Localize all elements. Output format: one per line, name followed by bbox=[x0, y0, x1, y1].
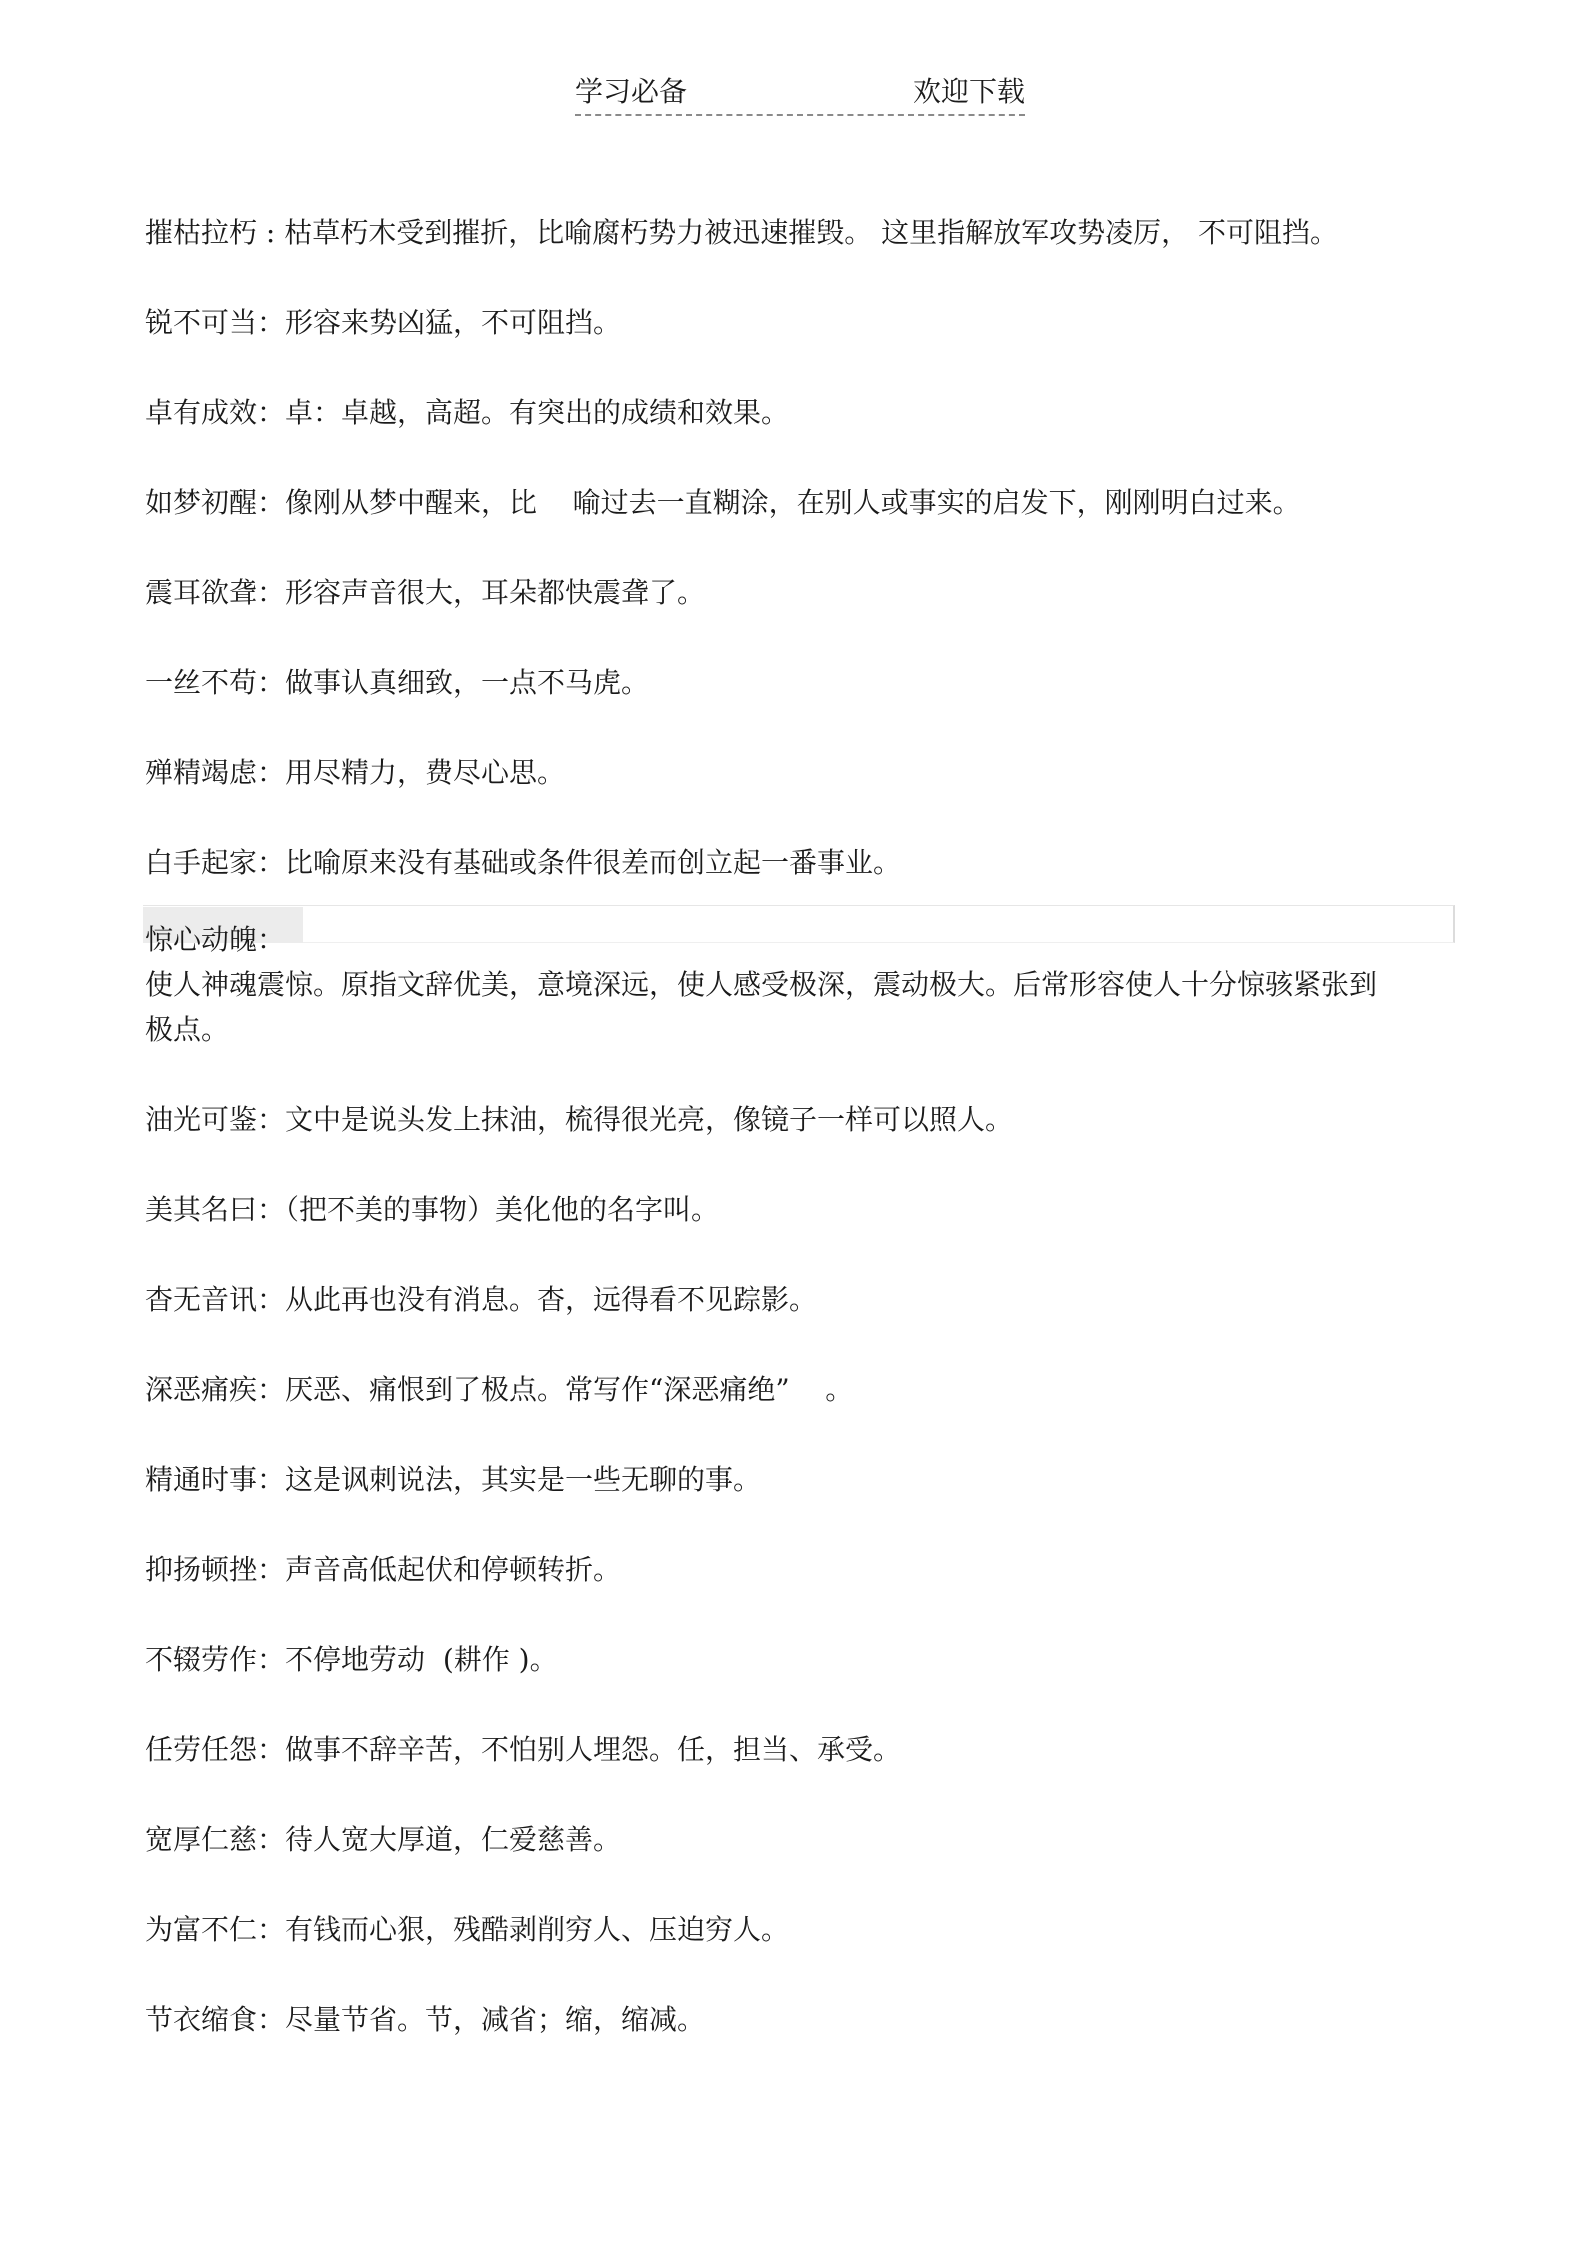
idiom-definition: 有钱而心狠，残酷剥削穷人、压迫穷人。 bbox=[285, 1913, 790, 1946]
idiom-definition: 声音高低起伏和停顿转折。 bbox=[285, 1553, 622, 1586]
list-item bbox=[145, 1367, 1475, 1412]
term-separator: ： bbox=[257, 1643, 286, 1676]
list-item bbox=[145, 840, 1475, 885]
term-separator: ： bbox=[257, 1103, 286, 1136]
term-separator: ： bbox=[257, 846, 286, 879]
term-separator: ： bbox=[257, 306, 286, 339]
term-separator: ： bbox=[257, 1553, 286, 1586]
idiom-definition: 不停地劳动 (耕作 )。 bbox=[285, 1643, 558, 1676]
idiom-term: 任劳任怨 bbox=[145, 1733, 258, 1766]
idiom-definition: 待人宽大厚道，仁爱慈善。 bbox=[285, 1823, 622, 1856]
list-item bbox=[145, 1817, 1475, 1862]
page-header bbox=[575, 70, 1025, 116]
idiom-term: 一丝不苟 bbox=[145, 666, 258, 699]
term-separator: ： bbox=[257, 396, 286, 429]
list-item bbox=[145, 1547, 1475, 1592]
idiom-definition: 用尽精力，费尽心思。 bbox=[285, 756, 566, 789]
idiom-definition: 文中是说头发上抹油，梳得很光亮，像镜子一样可以照人。 bbox=[285, 1103, 1014, 1136]
list-item bbox=[145, 750, 1475, 795]
list-item bbox=[145, 1277, 1475, 1322]
list-item bbox=[145, 660, 1475, 705]
idiom-term: 摧枯拉朽 bbox=[145, 216, 258, 249]
list-item bbox=[145, 1727, 1475, 1772]
list-item bbox=[145, 480, 1475, 525]
term-separator: ： bbox=[257, 2003, 286, 2036]
idiom-term-line bbox=[145, 905, 1475, 962]
term-separator: ： bbox=[257, 576, 286, 609]
term-separator: ： bbox=[257, 1373, 286, 1406]
term-separator: ： bbox=[257, 486, 286, 519]
idiom-term: 殚精竭虑 bbox=[145, 756, 258, 789]
term-separator: : bbox=[257, 216, 285, 249]
term-separator: ： bbox=[257, 1823, 286, 1856]
term-separator: ： bbox=[257, 1463, 286, 1496]
idiom-term: 白手起家 bbox=[145, 846, 258, 879]
list-item bbox=[145, 1907, 1475, 1952]
list-item bbox=[145, 570, 1475, 615]
idiom-term: 如梦初醒 bbox=[145, 486, 258, 519]
idiom-definition: 尽量节省。节，减省；缩，缩减。 bbox=[285, 2003, 706, 2036]
idiom-term: 为富不仁 bbox=[145, 1913, 258, 1946]
idiom-term: 不辍劳作 bbox=[145, 1643, 258, 1676]
term-separator: ： bbox=[257, 756, 286, 789]
term-separator: ： bbox=[257, 923, 286, 956]
idiom-definition: 卓：卓越，高超。有突出的成绩和效果。 bbox=[285, 396, 790, 429]
term-separator: ： bbox=[257, 1283, 286, 1316]
term-separator: ： bbox=[257, 1193, 286, 1226]
idiom-definition: 比喻原来没有基础或条件很差而创立起一番事业。 bbox=[285, 846, 902, 879]
list-item bbox=[145, 1637, 1475, 1682]
idiom-definition: 像刚从梦中醒来，比 喻过去一直糊涂，在别人或事实的启发下，刚刚明白过来。 bbox=[285, 486, 1301, 519]
idiom-definition: 厌恶、痛恨到了极点。常写作“深恶痛绝” 。 bbox=[285, 1373, 854, 1406]
idiom-term: 油光可鉴 bbox=[145, 1103, 258, 1136]
idiom-term: 节衣缩食 bbox=[145, 2003, 258, 2036]
idiom-definition: 从此再也没有消息。杳，远得看不见踪影。 bbox=[285, 1283, 818, 1316]
idiom-definition: （把不美的事物）美化他的名字叫。 bbox=[285, 1193, 720, 1226]
idiom-term: 卓有成效 bbox=[145, 396, 258, 429]
header-left-text: 学习必备 bbox=[575, 75, 688, 108]
idiom-definition: 形容来势凶猛，不可阻挡。 bbox=[285, 306, 622, 339]
list-item bbox=[145, 1457, 1475, 1502]
term-separator: ： bbox=[257, 1913, 286, 1946]
list-item bbox=[145, 905, 1475, 1052]
idiom-term: 震耳欲聋 bbox=[145, 576, 258, 609]
list-item bbox=[145, 1187, 1475, 1232]
idiom-definition: 枯草朽木受到摧折，比喻腐朽势力被迅速摧毁。 这里指解放军攻势凌厉， 不可阻挡。 bbox=[284, 216, 1339, 249]
idiom-definition: 使人神魂震惊。原指文辞优美，意境深远，使人感受极深，震动极大。后常形容使人十分惊骇紧张到极点。 bbox=[145, 968, 1378, 1046]
idiom-list bbox=[145, 210, 1475, 2087]
idiom-term: 美其名曰 bbox=[145, 1193, 258, 1226]
idiom-definition: 这是讽刺说法，其实是一些无聊的事。 bbox=[285, 1463, 762, 1496]
list-item bbox=[145, 1097, 1475, 1142]
idiom-term: 宽厚仁慈 bbox=[145, 1823, 258, 1856]
list-item bbox=[145, 1997, 1475, 2042]
idiom-term: 杳无音讯 bbox=[145, 1283, 258, 1316]
idiom-definition: 做事不辞辛苦，不怕别人埋怨。任，担当、承受。 bbox=[285, 1733, 902, 1766]
idiom-term: 精通时事 bbox=[145, 1463, 258, 1496]
idiom-term: 深恶痛疾 bbox=[145, 1373, 258, 1406]
term-separator: ： bbox=[257, 666, 286, 699]
list-item bbox=[145, 210, 1475, 255]
header-right-text: 欢迎下载 bbox=[912, 75, 1025, 108]
list-item bbox=[145, 300, 1475, 345]
term-separator: ： bbox=[257, 1733, 286, 1766]
idiom-definition: 做事认真细致，一点不马虎。 bbox=[285, 666, 650, 699]
list-item bbox=[145, 390, 1475, 435]
idiom-term: 惊心动魄 bbox=[145, 923, 258, 956]
idiom-definition: 形容声音很大，耳朵都快震聋了。 bbox=[285, 576, 706, 609]
idiom-term: 锐不可当 bbox=[145, 306, 258, 339]
idiom-term: 抑扬顿挫 bbox=[145, 1553, 258, 1586]
